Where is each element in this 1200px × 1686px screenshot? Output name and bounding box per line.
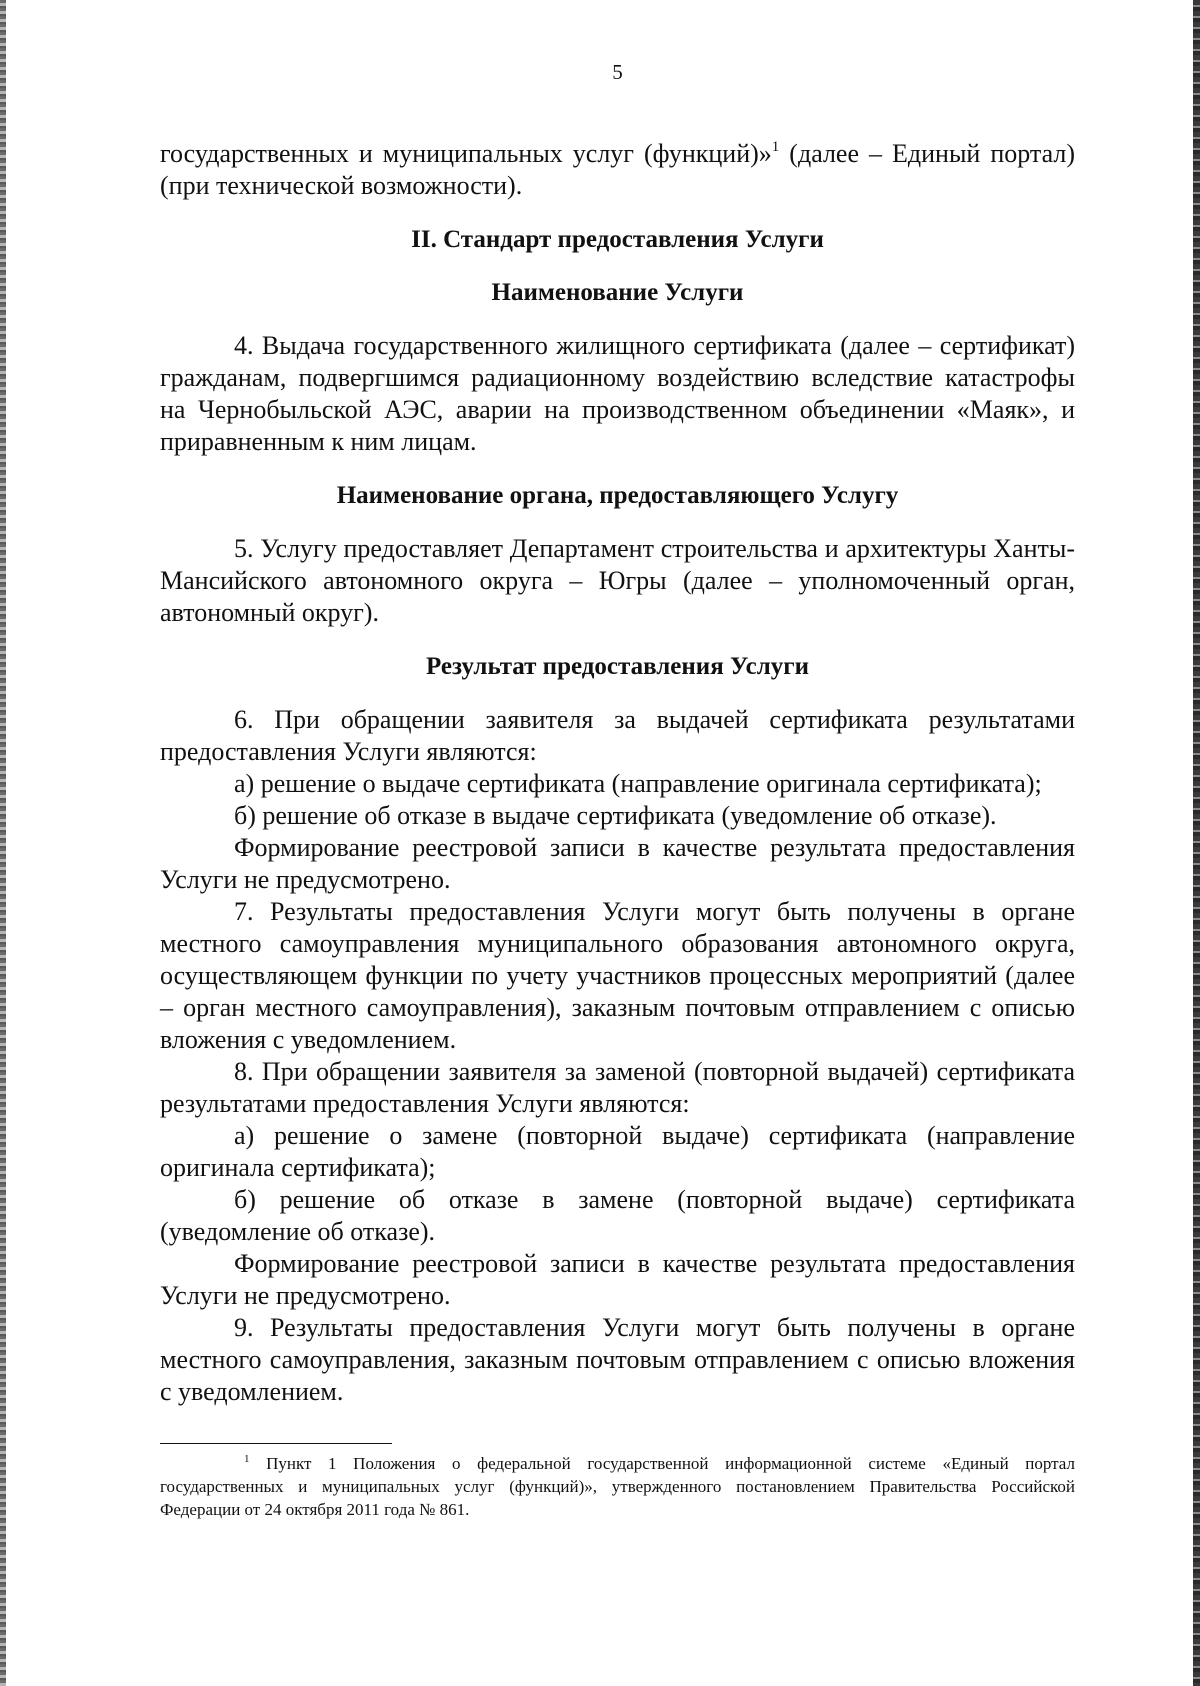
footnote-text: Пункт 1 Положения о федеральной государственной информационной системе «Единый портал государственных и муниципальных услуг (функций)», утвержденного постановлением Правительства Российской Федерации от 24 октября 2011 года № 861. bbox=[160, 1454, 1075, 1519]
intro-text-after: (далее – Единый портал) (при технической возможности). bbox=[160, 139, 1076, 200]
intro-text: государственных и муниципальных услуг (функций)» bbox=[160, 139, 772, 168]
paragraph-8c: Формирование реестровой записи в качестве результата предоставления Услуги не предусмотрено. bbox=[160, 1249, 1075, 1310]
paragraph-8b: б) решение об отказе в замене (повторной выдаче) сертификата (уведомление об отказе). bbox=[160, 1185, 1075, 1246]
paragraph-7: 7. Результаты предоставления Услуги могут быть получены в органе местного самоуправления муниципального образования автономного округа, осуществляющем функции по учету участников процессных мероприятий (далее – орган местного самоуправления), заказным почтовым отправлением с описью вложения с уведомлением. bbox=[160, 897, 1075, 1054]
intro-paragraph bbox=[160, 138, 1075, 202]
paragraph-9: 9. Результаты предоставления Услуги могут быть получены в органе местного самоуправления, заказным почтовым отправлением с описью вложения с уведомлением. bbox=[160, 1313, 1075, 1406]
paragraph-8: 8. При обращении заявителя за заменой (повторной выдачей) сертификата результатами предоставления Услуги являются: bbox=[160, 1057, 1075, 1118]
paragraph-6b: б) решение об отказе в выдаче сертификата (уведомление об отказе). bbox=[234, 801, 997, 830]
paragraph-6a: а) решение о выдаче сертификата (направление оригинала сертификата); bbox=[234, 769, 1042, 798]
document-page bbox=[160, 58, 1075, 1521]
heading-authority: Наименование органа, предоставляющего Услугу bbox=[336, 482, 899, 509]
paragraph-4: 4. Выдача государственного жилищного сертификата (далее – сертификат) гражданам, подвергшимся радиационному воздействию вследствие катастрофы на Чернобыльской АЭС, аварии на производственном объединении «Маяк», и приравненным к ним лицам. bbox=[160, 331, 1075, 456]
footnote bbox=[160, 1452, 1075, 1521]
paragraph-6: 6. При обращении заявителя за выдачей сертификата результатами предоставления Услуги являются: bbox=[160, 705, 1075, 766]
heading-service-name: Наименование Услуги bbox=[491, 279, 744, 306]
section-title: II. Стандарт предоставления Услуги bbox=[411, 226, 824, 253]
footnote-marker: 1 bbox=[244, 1453, 250, 1465]
page-number: 5 bbox=[612, 60, 623, 84]
heading-result: Результат предоставления Услуги bbox=[425, 653, 809, 680]
scan-edge-right bbox=[1193, 0, 1200, 1686]
scan-edge-left bbox=[0, 0, 6, 1686]
footnote-divider bbox=[160, 1443, 392, 1444]
footnote-reference: 1 bbox=[771, 139, 780, 155]
paragraph-8a: а) решение о замене (повторной выдаче) сертификата (направление оригинала сертификата); bbox=[160, 1121, 1075, 1182]
paragraph-5: 5. Услугу предоставляет Департамент строительства и архитектуры Ханты-Мансийского автономного округа – Югры (далее – уполномоченный орган, автономный округ). bbox=[160, 534, 1075, 627]
paragraph-6c: Формирование реестровой записи в качестве результата предоставления Услуги не предусмотрено. bbox=[160, 833, 1075, 894]
